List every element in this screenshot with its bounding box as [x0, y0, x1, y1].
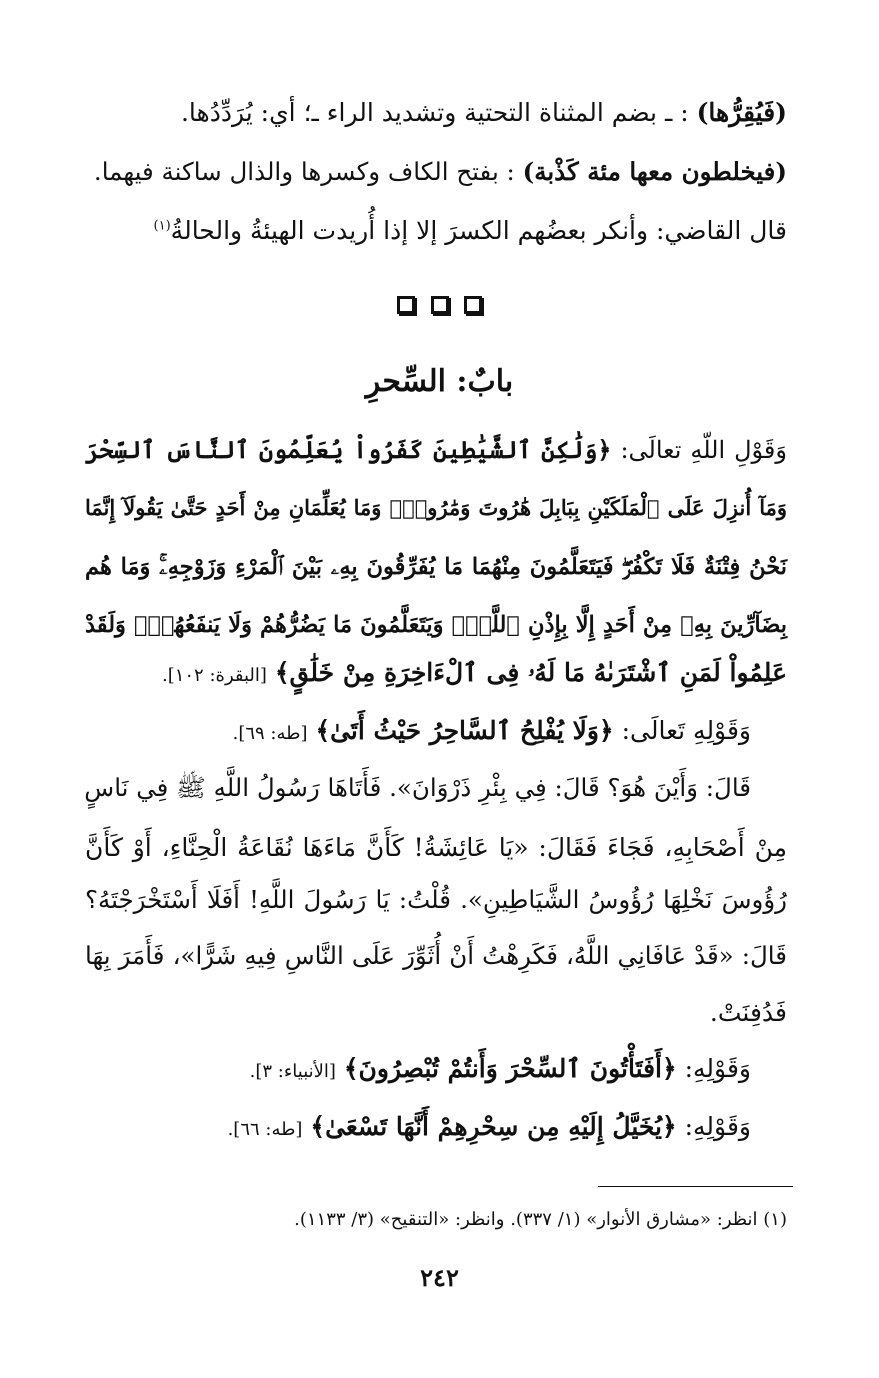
quran-text: عَلِمُواْ لَمَنِ ٱشْتَرَىٰهُ مَا لَهُۥ فِى ٱلْءَاخِرَةِ مِنْ خَلَٰقٍ﴾	[274, 658, 787, 687]
verse-1-line-4	[85, 614, 787, 637]
verse-4	[49, 1114, 751, 1139]
page-number: ٢٤٢	[420, 1263, 459, 1292]
verse-2	[49, 718, 751, 743]
glossary-line-1	[85, 100, 787, 125]
glossary-line-2	[85, 157, 787, 186]
glossary-term: (فَيُقِرُّها)	[696, 98, 787, 127]
verse-reference: [البقرة: ١٠٢].	[161, 665, 267, 686]
footnote: (١) انظر: «مشارق الأنوار» (١/ ٣٣٧). وانظر: «التنقيح» (٣/ ١١٣٣).	[294, 1209, 787, 1230]
glossary-gloss: قال القاضي: وأنكر بعضُهم الكسرَ إلا إذا أُريدت الهيئةُ والحالةُ	[170, 216, 787, 245]
verse-intro: وَقَوْلِ اللّهِ تعالَى:	[620, 436, 787, 464]
glossary-line-3	[85, 218, 787, 243]
verse-reference: [الأنبياء: ٣].	[249, 1061, 336, 1082]
glossary-gloss: : ـ بضم المثناة التحتية وتشديد الراء ـ؛ أي: يُرَدِّدُها.	[180, 98, 689, 127]
quran-text: ﴿أَفَتَأْتُونَ ٱلسِّحْرَ وَأَنتُمْ تُبْصِرُونَ﴾	[343, 1054, 677, 1083]
verse-reference: [طه: ٦٦].	[227, 1119, 303, 1140]
verse-intro: وَقَوْلِهِ:	[684, 1054, 751, 1083]
hadith-line-4: قَالَ: «قَدْ عَافَانِي اللَّهُ، فَكَرِهْتُ أَنْ أُثَوِّرَ عَلَى النَّاسِ فِيهِ شَرًّا»، فَأَمَرَ بِهَا	[85, 941, 787, 970]
separator-box-icon	[431, 296, 449, 314]
chapter-title: بابٌ: السِّحرِ	[365, 364, 514, 399]
verse-intro: وَقَوْلِهِ:	[684, 1112, 751, 1141]
footnote-marker: (١)	[153, 218, 171, 234]
hadith-line-5: فَدُفِنَتْ.	[709, 998, 787, 1027]
verse-3	[49, 1056, 751, 1081]
verse-intro: وَقَوْلِهِ تَعالَى:	[621, 716, 751, 745]
quran-text: بِضَآرِّينَ بِهِۦ مِنْ أَحَدٍ إِلَّا بِإِذْنِ ٱللَّهِۚ وَيَتَعَلَّمُونَ مَا يَضُرُّهُمْ وَلَا يَنفَعُهُمْۚ وَلَقَدْ	[85, 612, 787, 638]
quran-text: ﴿وَلَٰكِنَّ ٱلشَّيَٰطِينَ كَفَرُواْ يُعَلِّمُونَ ٱلنَّاسَ ٱلسِّحْرَ	[85, 435, 612, 464]
glossary-term: (فيخلطون معها مئة كَذْبة)	[522, 157, 787, 186]
hadith-line-3: رُؤُوسَ نَخْلِهَا رُؤُوسُ الشَّيَاطِينِ». قُلْتُ: يَا رَسُولَ اللَّهِ! أَفَلَا أَسْتَخْرَجْتَهُ؟	[85, 885, 787, 914]
verse-reference: [طه: ٦٩].	[232, 723, 308, 744]
footnote-divider	[598, 1186, 793, 1187]
quran-text: وَمَآ أُنزِلَ عَلَى ٱلْمَلَكَيْنِ بِبَابِلَ هَٰرُوتَ وَمَٰرُوتَۚ وَمَا يُعَلِّمَانِ مِنْ أَحَدٍ حَتَّىٰ يَقُولَآ إِنَّمَا	[85, 495, 787, 520]
hadith-line-1: قَالَ: وَأَيْنَ هُوَ؟ قَالَ: فِي بِئْرِ ذَرْوَانَ». فَأَتَاهَا رَسُولُ اللَّهِ ﷺ فِي نَاسٍ	[84, 773, 751, 802]
section-separator	[0, 296, 879, 318]
separator-box-icon	[464, 296, 482, 314]
quran-text: ﴿يُخَيَّلُ إِلَيْهِ مِن سِحْرِهِمْ أَنَّهَا تَسْعَىٰ﴾	[310, 1112, 677, 1141]
quran-text: نَحْنُ فِتْنَةٌ فَلَا تَكْفُرْۖ فَيَتَعَلَّمُونَ مِنْهُمَا مَا يُفَرِّقُونَ بِهِۦ بَيْنَ ٱلْمَرْءِ وَزَوْجِهِۦۚ وَمَا هُم	[85, 554, 787, 580]
verse-1-line-2	[85, 497, 787, 519]
separator-box-icon	[397, 296, 415, 314]
glossary-gloss: : بفتح الكاف وكسرها والذال ساكنة فيهما.	[93, 157, 515, 186]
hadith-line-2: مِنْ أَصْحَابِهِ، فَجَاءَ فَقَالَ: «يَا عَائِشَةُ! كَأَنَّ مَاءَهَا نُقَاعَةُ الْحِنَّاءِ، أَوْ كَأَنَّ	[85, 833, 787, 862]
verse-1-line-3	[85, 556, 787, 579]
quran-text: ﴿وَلَا يُفْلِحُ ٱلسَّاحِرُ حَيْثُ أَتَىٰ﴾	[315, 716, 614, 745]
verse-1-line-1	[85, 435, 787, 464]
verse-1-line-5	[85, 660, 787, 685]
